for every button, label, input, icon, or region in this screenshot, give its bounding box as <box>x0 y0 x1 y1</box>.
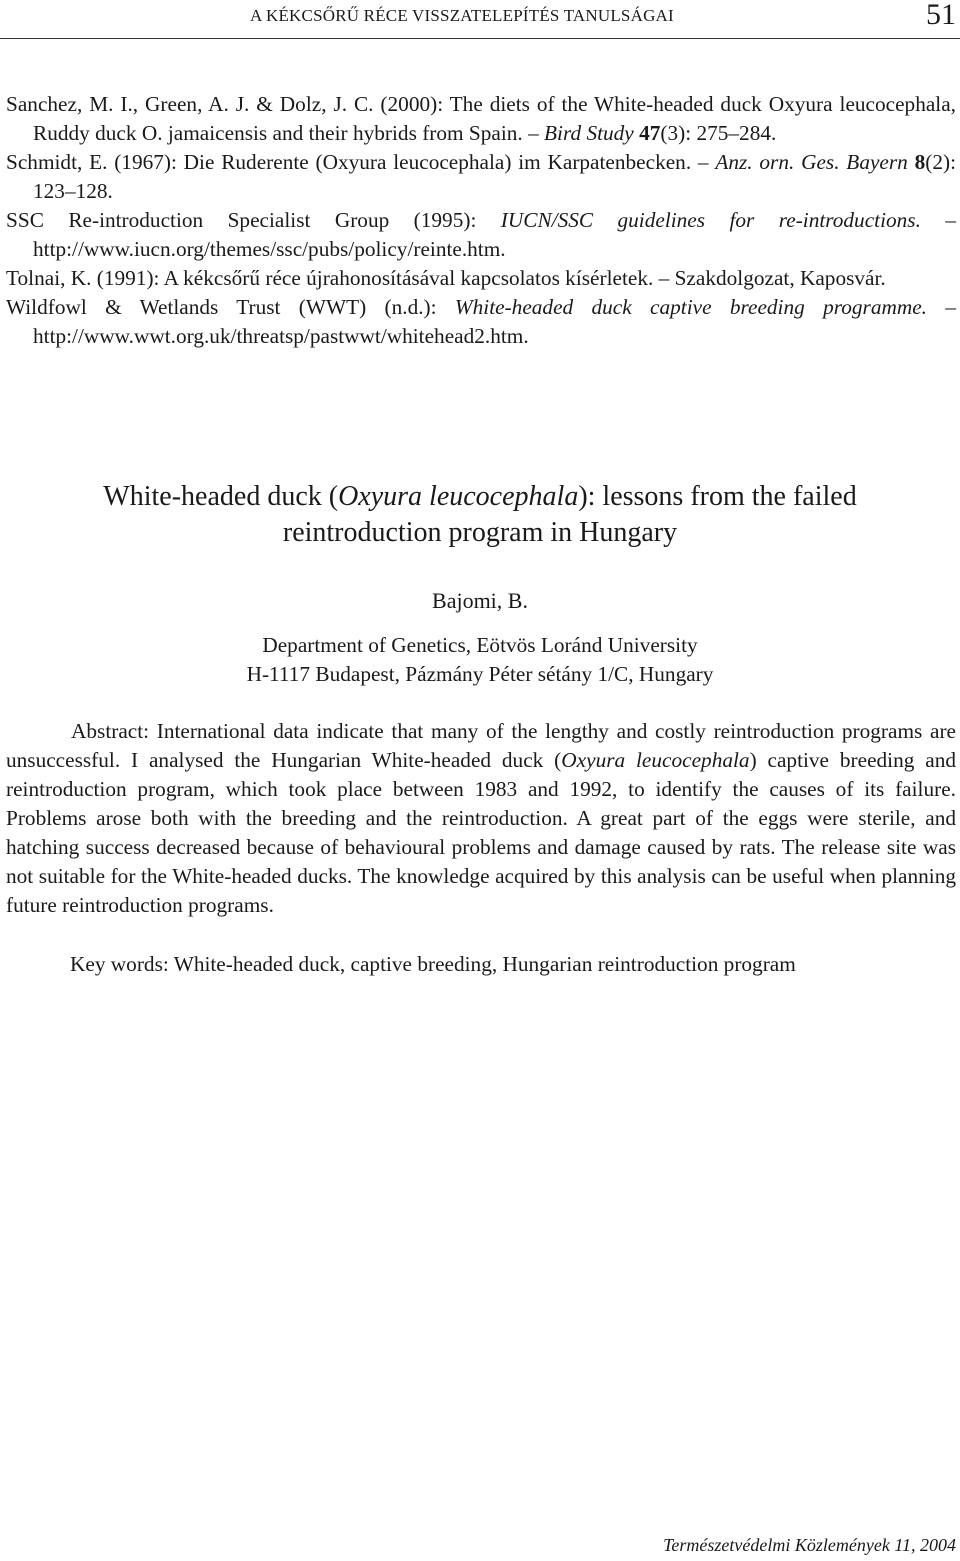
journal-footer: Természetvédelmi Közlemények 11, 2004 <box>663 1535 956 1555</box>
reference-volume: 47 <box>639 121 661 145</box>
page-number: 51 <box>926 0 956 31</box>
running-title: A KÉKCSŐRŰ RÉCE VISSZATELEPÍTÉS TANULSÁGAI <box>250 6 674 25</box>
reference-item <box>6 148 956 206</box>
abstract <box>6 717 956 920</box>
reference-item <box>6 293 956 351</box>
abstract-text: Abstract: International data indicate that many of the lengthy and costly reintroduction programs are unsuccessful. I analysed the Hungarian White-headed duck ( <box>6 719 956 772</box>
article-title <box>0 479 960 551</box>
reference-pages: (2): 123–128. <box>33 150 956 203</box>
reference-text: Schmidt, E. (1967): Die Ruderente (Oxyura leucocephala) im Karpatenbecken. – <box>6 150 716 174</box>
affiliation-line-2: H-1117 Budapest, Pázmány Péter sétány 1/C, Hungary <box>246 662 714 686</box>
reference-pages: (3): 275–284. <box>660 121 777 145</box>
article-title-line-2: reintroduction program in Hungary <box>282 517 678 548</box>
title-species: Oxyura leucocephala <box>338 481 579 512</box>
title-text: ): lessons from the failed <box>578 481 857 512</box>
abstract-text: ) captive breeding and reintroduction program, which took place between 1983 and 1992, to identify the causes of its failure. Problems arose both with the breeding and the reintroduction. A great part of the eggs were sterile, and hatching success decreased because of behavioural problems and damage caused by rats. The release site was not suitable for the White-headed ducks. The knowledge acquired by this analysis can be useful when planning future reintroduction programs. <box>6 748 957 917</box>
reference-text: SSC Re-introduction Specialist Group (1995): <box>6 208 501 232</box>
reference-url: – http://www.iucn.org/themes/ssc/pubs/policy/reinte.htm. <box>33 208 956 261</box>
reference-item <box>6 90 956 148</box>
keywords: Key words: White-headed duck, captive breeding, Hungarian reintroduction program <box>70 952 796 976</box>
reference-title: IUCN/SSC guidelines for re-introductions. <box>500 208 921 232</box>
affiliation <box>0 631 960 689</box>
reference-title: White-headed duck captive breeding programme. <box>454 295 928 319</box>
reference-volume: 8 <box>914 150 926 174</box>
reference-journal: Bird Study <box>544 121 634 145</box>
article-title-line-1 <box>0 479 960 515</box>
page-header <box>0 0 960 39</box>
title-text: White-headed duck ( <box>103 481 339 512</box>
reference-item <box>6 206 956 264</box>
reference-text: Tolnai, K. (1991): A kékcsőrű réce újrahonosításával kapcsolatos kísérletek. – Szakdolgozat, Kaposvár. <box>6 266 886 290</box>
reference-text: Sanchez, M. I., Green, A. J. & Dolz, J. C. (2000): The diets of the White-headed duck Oxyura leucocephala, Ruddy duck O. jamaicensis and their hybrids from Spain. – <box>6 92 956 145</box>
reference-text: Wildfowl & Wetlands Trust (WWT) (n.d.): <box>6 295 455 319</box>
reference-item <box>6 264 956 293</box>
author: Bajomi, B. <box>432 588 528 613</box>
abstract-species: Oxyura leucocephala <box>561 748 750 772</box>
reference-url: – http://www.wwt.org.uk/threatsp/pastwwt/whitehead2.htm. <box>33 295 956 348</box>
reference-journal: Anz. orn. Ges. Bayern <box>715 150 908 174</box>
affiliation-line-1: Department of Genetics, Eötvös Loránd University <box>262 633 698 657</box>
reference-list <box>6 90 956 351</box>
